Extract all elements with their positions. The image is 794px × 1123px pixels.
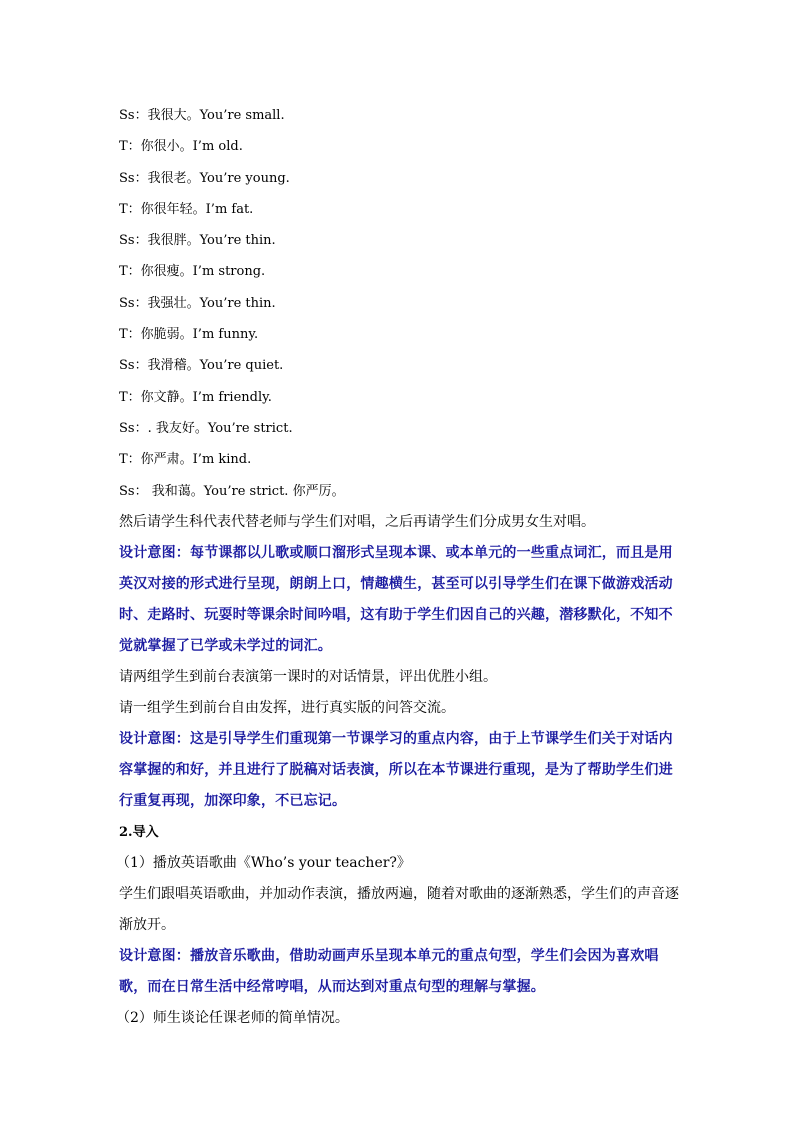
paragraph-free-talk: 请一组学生到前台自由发挥，进行真实版的问答交流。 [119, 699, 455, 716]
dialogue-line: T：你文静。I’m friendly. [119, 389, 272, 405]
subsection-teacher-talk: （2）师生谈论任课老师的简单情况。 [116, 1009, 349, 1026]
subsection-song: （1）播放英语歌曲《Who’s your teacher?》 [116, 854, 411, 871]
dialogue-line: Ss：我滑稽。You’re quiet. [119, 358, 284, 374]
dialogue-line: T：你很瘦。I’m strong. [119, 264, 266, 280]
dialogue-line: T：你很小。I’m old. [119, 139, 243, 155]
dialogue-line: Ss：我很大。You’re small. [119, 108, 285, 123]
dialogue-line: T：你脆弱。I’m funny. [119, 327, 259, 343]
paragraph-song: 学生们跟唱英语歌曲，并加动作表演，播放两遍，随着对歌曲的逐渐熟悉，学生们的声音逐渐放开。 [119, 885, 679, 933]
dialogue-line: Ss：. 我友好。You’re strict. [119, 420, 293, 436]
dialogue-line: Ss：我强壮。You’re thin. [119, 295, 276, 311]
paragraph-perform: 请两组学生到前台表演第一课时的对话情景，评出优胜小组。 [119, 668, 497, 685]
design-intent-2: 设计意图：这是引导学生们重现第一节课学习的重点内容，由于上节课学生们关于对话内容掌握的和好，并且进行了脱稿对话表演，所以在本节课进行重现，是为了帮助学生们进行重复再现，加深印象，不已忘记。 [119, 730, 673, 809]
dialogue-line: Ss： 我和蔼。You’re strict. 你严厉。 [119, 483, 345, 499]
section-heading-intro: 2.导入 [119, 824, 159, 840]
dialogue-line: Ss：我很胖。You’re thin. [119, 233, 276, 249]
lesson-plan-content [116, 100, 679, 1034]
design-intent-1: 设计意图：每节课都以儿歌或顺口溜形式呈现本课、或本单元的一些重点词汇，而且是用英汉对接的形式进行呈现，朗朗上口，情趣横生，甚至可以引导学生们在课下做游戏活动时、走路时、玩耍时等课余时间吟唱，这有助于学生们因自己的兴趣，潜移默化，不知不觉就掌握了已学或未学过的词汇。 [119, 544, 673, 654]
dialogue-line: T：你严肃。I’m kind. [119, 452, 252, 468]
dialogue-line: Ss：我很老。You’re young. [119, 170, 290, 186]
dialogue-line: T：你很年轻。I’m fat. [119, 201, 254, 217]
design-intent-3: 设计意图：播放音乐歌曲，借助动画声乐呈现本单元的重点句型，学生们会因为喜欢唱歌，而在日常生活中经常哼唱，从而达到对重点句型的理解与掌握。 [119, 947, 659, 995]
paragraph-sing-along: 然后请学生科代表代替老师与学生们对唱，之后再请学生们分成男女生对唱。 [119, 513, 595, 530]
